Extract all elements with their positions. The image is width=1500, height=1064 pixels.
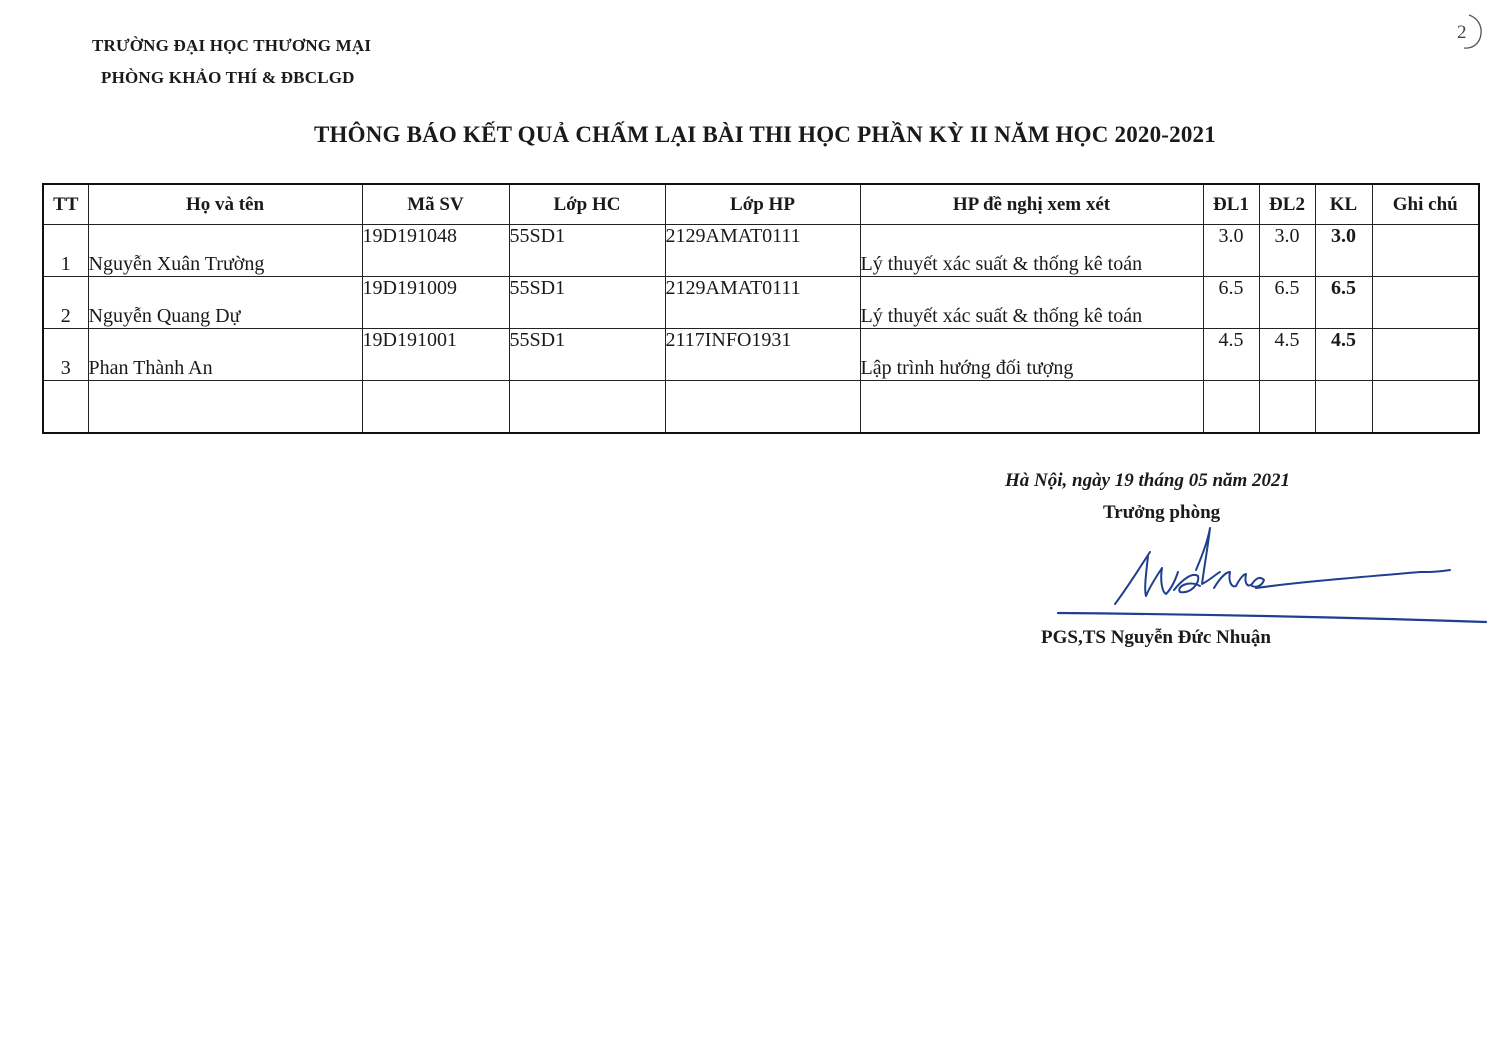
score-dl2: 4.5 — [1259, 329, 1315, 381]
score-dl1: 6.5 — [1203, 277, 1259, 329]
course-name: Lý thuyết xác suất & thống kê toán — [860, 277, 1203, 329]
col-header-class-hc: Lớp HC — [509, 184, 665, 225]
table-header-row — [43, 184, 1479, 225]
class-hc: 55SD1 — [509, 329, 665, 381]
row-number — [43, 381, 88, 434]
class-hc — [509, 381, 665, 434]
col-header-kl: KL — [1315, 184, 1372, 225]
table-row-empty — [43, 381, 1479, 434]
page-number: 2 — [1457, 22, 1467, 43]
row-number: 1 — [43, 225, 88, 277]
score-final — [1315, 381, 1372, 434]
place-and-date: Hà Nội, ngày 19 tháng 05 năm 2021 — [1005, 470, 1291, 491]
table-row — [43, 277, 1479, 329]
col-header-dl2: ĐL2 — [1259, 184, 1315, 225]
class-hp: 2117INFO1931 — [665, 329, 860, 381]
signer-title: Trưởng phòng — [1103, 502, 1221, 523]
score-final: 6.5 — [1315, 277, 1372, 329]
student-name: Nguyễn Quang Dự — [88, 277, 362, 329]
col-header-student-id: Mã SV — [362, 184, 509, 225]
school-name: TRƯỜNG ĐẠI HỌC THƯƠNG MẠI — [92, 36, 372, 55]
score-dl2 — [1259, 381, 1315, 434]
student-id: 19D191009 — [362, 277, 509, 329]
student-name — [88, 381, 362, 434]
col-header-name: Họ và tên — [88, 184, 362, 225]
document-title: THÔNG BÁO KẾT QUẢ CHẤM LẠI BÀI THI HỌC PHẦN KỲ II NĂM HỌC 2020-2021 — [314, 122, 1216, 147]
col-header-tt: TT — [43, 184, 88, 225]
score-dl1 — [1203, 381, 1259, 434]
note — [1372, 225, 1479, 277]
col-header-dl1: ĐL1 — [1203, 184, 1259, 225]
class-hc: 55SD1 — [509, 225, 665, 277]
student-id: 19D191048 — [362, 225, 509, 277]
signer-name: PGS,TS Nguyễn Đức Nhuận — [1041, 627, 1271, 648]
course-name: Lập trình hướng đối tượng — [860, 329, 1203, 381]
col-header-note: Ghi chú — [1372, 184, 1479, 225]
score-dl1: 4.5 — [1203, 329, 1259, 381]
course-name: Lý thuyết xác suất & thống kê toán — [860, 225, 1203, 277]
handwritten-signature — [1050, 522, 1490, 632]
table-row — [43, 225, 1479, 277]
note — [1372, 381, 1479, 434]
class-hc: 55SD1 — [509, 277, 665, 329]
note — [1372, 277, 1479, 329]
student-name: Nguyễn Xuân Trường — [88, 225, 362, 277]
score-dl2: 3.0 — [1259, 225, 1315, 277]
course-name — [860, 381, 1203, 434]
col-header-course: HP đề nghị xem xét — [860, 184, 1203, 225]
col-header-class-hp: Lớp HP — [665, 184, 860, 225]
student-id — [362, 381, 509, 434]
score-dl2: 6.5 — [1259, 277, 1315, 329]
department-name: PHÒNG KHẢO THÍ & ĐBCLGD — [101, 68, 355, 87]
student-name: Phan Thành An — [88, 329, 362, 381]
table-row — [43, 329, 1479, 381]
class-hp: 2129AMAT0111 — [665, 277, 860, 329]
score-final: 4.5 — [1315, 329, 1372, 381]
score-final: 3.0 — [1315, 225, 1372, 277]
row-number: 2 — [43, 277, 88, 329]
class-hp — [665, 381, 860, 434]
score-dl1: 3.0 — [1203, 225, 1259, 277]
class-hp: 2129AMAT0111 — [665, 225, 860, 277]
row-number: 3 — [43, 329, 88, 381]
note — [1372, 329, 1479, 381]
results-table — [42, 183, 1480, 434]
page-number-mark — [1447, 12, 1483, 52]
student-id: 19D191001 — [362, 329, 509, 381]
